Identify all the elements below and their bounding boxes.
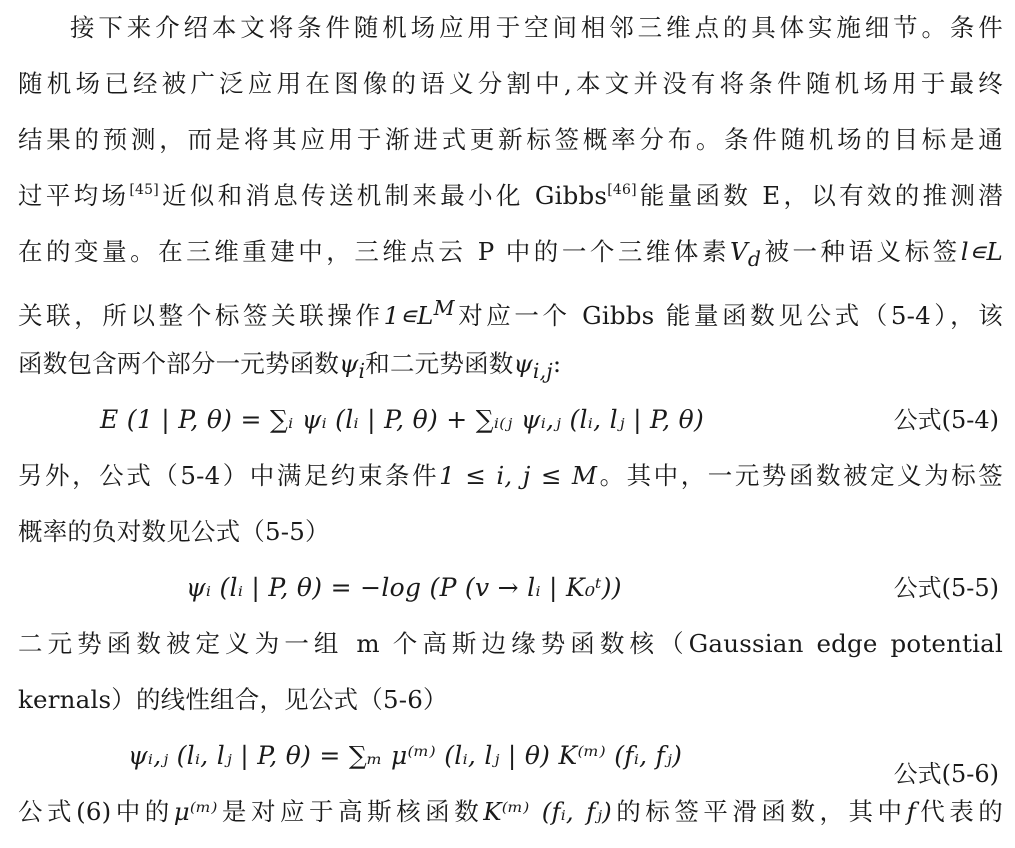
feature-symbol: f	[906, 797, 916, 826]
pairwise-potential-symbol: $\psi_{i,j}$	[513, 349, 553, 383]
constraint-expression: 1 ≤ i, j ≤ M	[439, 461, 598, 490]
mu-symbol: μ⁽ᵐ⁾	[173, 797, 218, 826]
citation-46: [46]	[607, 182, 637, 198]
paragraph-1-line-7: 函数包含两个部分一元势函数$\psi_i$和二元势函数$\psi_{i,j}$:	[18, 349, 562, 383]
label-symbol: l∊L	[960, 237, 1003, 266]
equation-5-4-label: 公式(5-4)	[893, 406, 999, 434]
citation-45: [45]	[129, 182, 159, 198]
assignment-symbol: $1∊L^M$	[383, 296, 455, 331]
equation-5-6	[18, 736, 1003, 792]
equation-5-6-label: 公式(5-6)	[893, 760, 999, 788]
equation-5-4	[18, 400, 1003, 456]
paragraph-4-line-1: 公式(6)中的μ⁽ᵐ⁾是对应于高斯核函数K⁽ᵐ⁾ (fᵢ, fⱼ)的标签平滑函数，其中f代表的	[18, 797, 1003, 826]
kernel-symbol: K⁽ᵐ⁾ (fᵢ, fⱼ)	[483, 797, 612, 826]
paragraph-1-line-2: 随机场已经被广泛应用在图像的语义分割中,本文并没有将条件随机场用于最终	[18, 69, 1003, 98]
equation-5-5-label: 公式(5-5)	[893, 574, 999, 602]
paragraph-1-line-3: 结果的预测，而是将其应用于渐进式更新标签概率分布。条件随机场的目标是通	[18, 125, 1003, 154]
voxel-symbol: $V_d$	[730, 237, 762, 271]
equation-5-6-formula: ψᵢ,ⱼ (lᵢ, lⱼ | P, θ) = ∑ₘ μ⁽ᵐ⁾ (lᵢ, lⱼ | θ) K⁽ᵐ⁾ (fᵢ, fⱼ)	[128, 741, 683, 770]
unary-potential-symbol: $\psi_i$	[339, 349, 366, 383]
equation-5-5-formula: ψᵢ (lᵢ | P, θ) = −log (P (v → lᵢ | K₀ᵗ))	[186, 573, 622, 602]
paragraph-2-line-2: 概率的负对数见公式（5-5）	[18, 517, 330, 546]
paragraph-3-line-1: 二元势函数被定义为一组 m 个高斯边缘势函数核（Gaussian edge potential	[18, 629, 1003, 658]
paper-page	[18, 8, 1003, 848]
equation-5-5	[18, 568, 1003, 624]
equation-5-4-formula: E (1 | P, θ) = ∑ᵢ ψᵢ (lᵢ | P, θ) + ∑ᵢ₍ⱼ ψᵢ,ⱼ (lᵢ, lⱼ | P, θ)	[100, 405, 704, 434]
paragraph-1-line-1: 接下来介绍本文将条件随机场应用于空间相邻三维点的具体实施细节。条件	[70, 13, 1003, 42]
paragraph-1-line-4: 过平均场[45]近似和消息传送机制来最小化 Gibbs[46]能量函数 E，以有效的推测潜	[18, 181, 1003, 210]
paragraph-1-line-6: 关联，所以整个标签关联操作$1∊L^M$对应一个 Gibbs 能量函数见公式（5-4），该	[18, 296, 1004, 331]
paragraph-2-line-1: 另外，公式（5-4）中满足约束条件1 ≤ i, j ≤ M。其中，一元势函数被定义为标签	[18, 461, 1004, 490]
paragraph-3-line-2: kernals）的线性组合，见公式（5-6）	[18, 685, 448, 714]
paragraph-1-line-5: 在的变量。在三维重建中，三维点云 P 中的一个三维体素$V_d$被一种语义标签l∊L	[18, 237, 1003, 271]
